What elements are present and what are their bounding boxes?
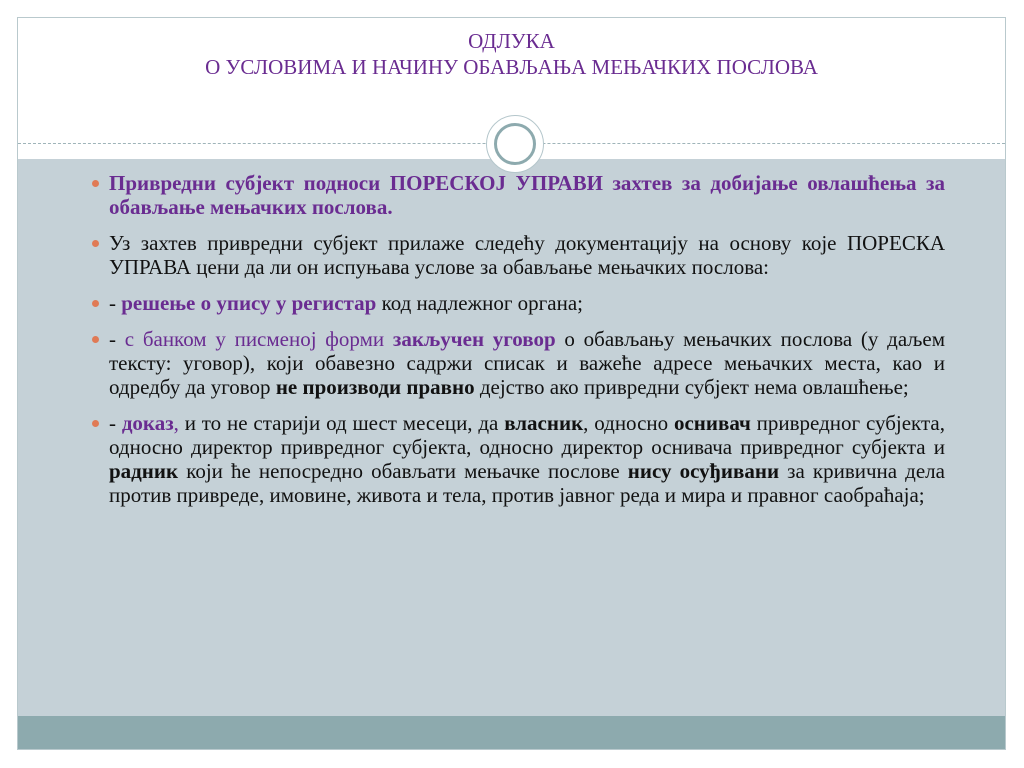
bullet-5-comma: , [173, 411, 179, 435]
decorative-ring-icon [494, 123, 536, 165]
bullet-dot-icon [92, 180, 99, 187]
title-line-2: О УСЛОВИМА И НАЧИНУ ОБАВЉАЊА МЕЊАЧКИХ ПОСЛОВА [205, 55, 818, 79]
bullet-item-2 [88, 231, 945, 279]
bullet-dot-icon [92, 420, 99, 427]
bullet-2-text: Уз захтев привредни субјект прилаже следећу документацију на основу које ПОРЕСКА УПРАВА цени да ли он испуњава услове за обављање мењачких послова: [109, 231, 945, 279]
bullet-item-5 [88, 411, 945, 507]
bullet-5-vlasnik: власник [504, 411, 584, 435]
title-line-1: ОДЛУКА [468, 29, 555, 53]
bullet-5-t5: за кривична дела против привреде, имовине, живота и тела, против јавног реда и мира и правног саобраћаја; [109, 459, 945, 507]
bullet-item-3 [88, 291, 945, 315]
bullet-3-rest: код надлежног органа; [376, 291, 584, 315]
bullet-4-end: дејство ако привредни субјект нема овлашћење; [474, 375, 909, 399]
bullet-dot-icon [92, 336, 99, 343]
bullet-dot-icon [92, 300, 99, 307]
slide-title [18, 28, 1005, 80]
bullet-dot-icon [92, 240, 99, 247]
bullet-5-t4: који ће непосредно обављати мењачке послове [178, 459, 628, 483]
bullet-3-bold: решење о упису у регистар [121, 291, 377, 315]
bullet-list [88, 171, 945, 519]
footer-bar [18, 716, 1005, 749]
bullet-4-mid: о обављању мењачких послова (у даљем тексту: уговор), који обавезно садржи списак и важеће адресе мењачких места, као и одредбу да уговор [109, 327, 946, 399]
bullet-item-1 [88, 171, 945, 219]
bullet-4-purple: с банком у писменој форми [124, 327, 393, 351]
bullet-3-dash: - [109, 291, 122, 315]
bullet-4-dash: - [109, 327, 125, 351]
bullet-4-bold2: не производи правно [275, 375, 475, 399]
bullet-5-nisu: нису осуђивани [627, 459, 780, 483]
bullet-1-text: Привредни субјект подноси ПОРЕСКОЈ УПРАВИ захтев за добијање овлашћења за обављање мењачких послова. [109, 171, 945, 219]
bullet-5-t2: , односно [583, 411, 674, 435]
bullet-5-t3: привредног субјекта, односно директор привредног субјекта, односно директор оснивача привредног субјекта и [109, 411, 945, 459]
bullet-5-t1: и то не старији од шест месеци, да [178, 411, 505, 435]
bullet-5-radnik: радник [109, 459, 179, 483]
bullet-5-dokaz: доказ [121, 411, 174, 435]
decorative-circle-icon [486, 115, 544, 173]
bullet-5-dash: - [109, 411, 122, 435]
bullet-4-bold: закључен уговор [392, 327, 556, 351]
bullet-item-4 [88, 327, 945, 399]
bullet-5-osnivac: оснивач [673, 411, 751, 435]
